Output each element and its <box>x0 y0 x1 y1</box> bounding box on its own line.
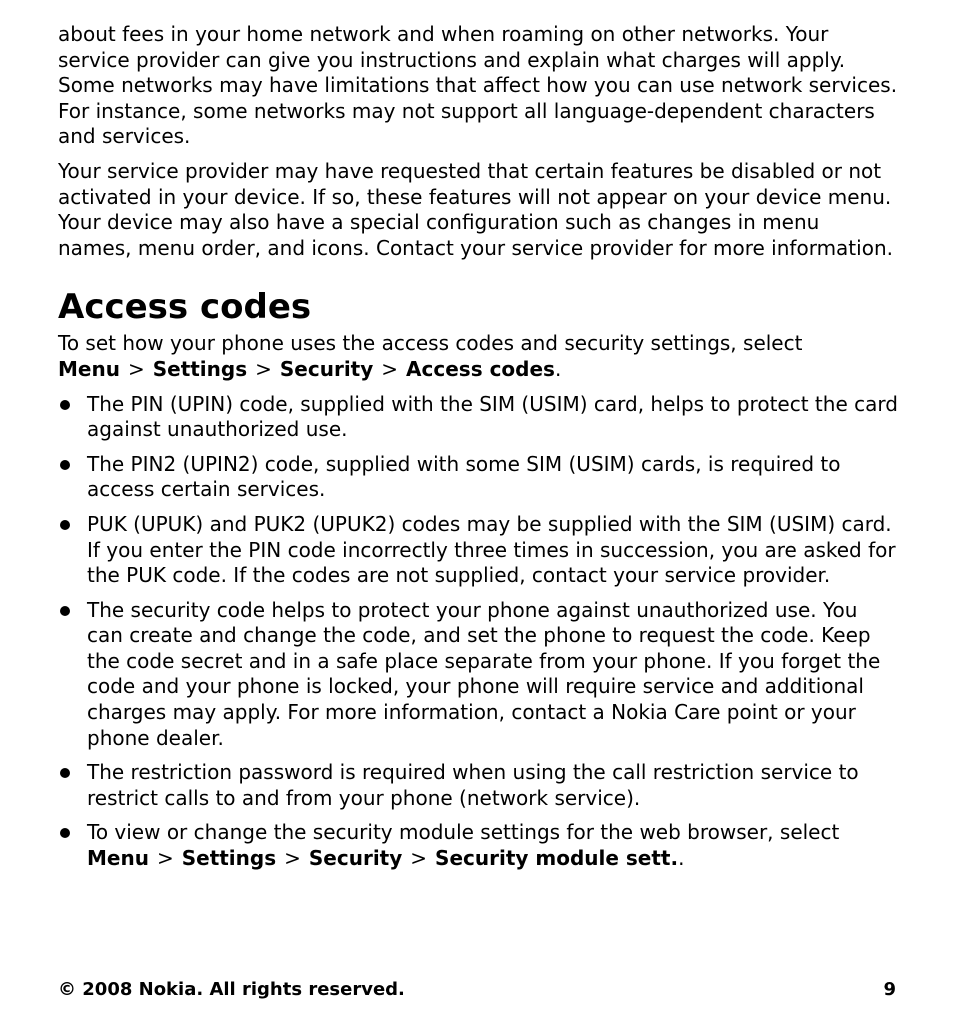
document-page <box>58 22 898 881</box>
section-intro: To set how your phone uses the access codes and security settings, select Menu > Settings > Security > Access codes. <box>58 331 803 381</box>
menu-path-item: Settings <box>152 356 248 381</box>
intro-text: To set how your phone uses the access codes and security settings, select <box>58 331 803 356</box>
section-heading: Access codes <box>58 287 312 328</box>
body-paragraph: Your service provider may have requested that certain features be disabled or not activated in your device. If so, these features will not appear on your device menu. Your device may also have a special configuration such as changes in menu names, menu order, and icons. Contact your service provider for more information. <box>58 158 893 260</box>
menu-path-item: Security <box>308 846 403 871</box>
menu-path-item: Menu <box>87 846 149 871</box>
list-item: The restriction password is required when using the call restriction service to restrict calls to and from your phone (network service). <box>58 760 898 811</box>
list-item: PUK (UPUK) and PUK2 (UPUK2) codes may be supplied with the SIM (USIM) card. If you enter the PIN code incorrectly three times in succession, you are asked for the PUK code. If the codes are not supplied, contact your service provider. <box>58 512 898 589</box>
list-item: The PIN2 (UPIN2) code, supplied with some SIM (USIM) cards, is required to access certain services. <box>58 452 898 503</box>
list-item: To view or change the security module settings for the web browser, select Menu > Settings > Security > Security module sett.. <box>58 820 898 871</box>
path-separator: > <box>410 846 428 871</box>
menu-path-item: Security <box>279 356 374 381</box>
page-footer <box>58 978 896 1002</box>
list-item: The PIN (UPIN) code, supplied with the SIM (USIM) card, helps to protect the card against unauthorized use. <box>58 392 898 443</box>
path-separator: > <box>284 846 301 871</box>
path-separator: > <box>255 356 272 381</box>
path-separator: > <box>127 356 145 381</box>
menu-path-item: Menu <box>58 356 120 381</box>
access-codes-list <box>58 392 898 872</box>
path-separator: > <box>156 846 174 871</box>
menu-path-item: Settings <box>181 846 277 871</box>
page-number: 9 <box>883 979 896 1000</box>
list-item: The security code helps to protect your phone against unauthorized use. You can create and change the code, and set the phone to request the code. Keep the code secret and in a safe place separate from your phone. If you forget the code and your phone is locked, your phone will require service and additional charges may apply. For more information, contact a Nokia Care point or your phone dealer. <box>58 598 898 752</box>
copyright-notice: © 2008 Nokia. All rights reserved. <box>58 979 405 1000</box>
body-paragraph: about fees in your home network and when roaming on other networks. Your service provider can give you instructions and explain what charges will apply. Some networks may have limitations that affect how you can use network services. For instance, some networks may not support all language-dependent characters and services. <box>58 22 898 149</box>
menu-path-item: Security module sett. <box>435 846 679 871</box>
list-item-text: To view or change the security module settings for the web browser, select <box>87 820 840 845</box>
path-separator: > <box>381 356 399 381</box>
menu-path-item: Access codes <box>406 356 555 381</box>
